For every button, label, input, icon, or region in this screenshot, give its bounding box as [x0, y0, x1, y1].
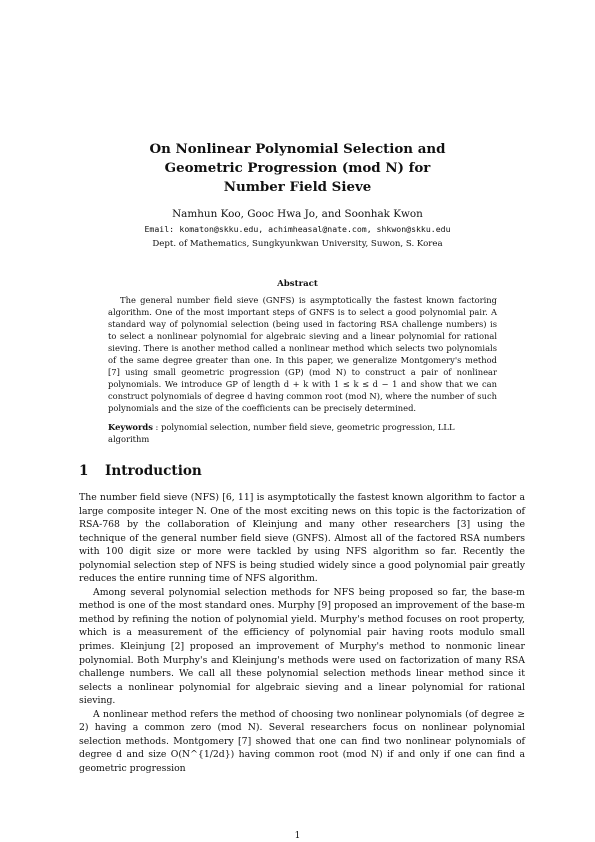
email-label: Email:: [144, 224, 175, 234]
page-number: 1: [294, 831, 301, 841]
author-list: Namhun Koo, Gooc Hwa Jo, and Soonhak Kwon: [172, 208, 423, 220]
abstract-text: The general number field sieve (GNFS) is asymptotically the fastest known factoring algorithm. One of the most important steps of GNFS is to select a good polynomial pair. A standard way of polynomial selection (being used in factoring RSA challenge numbers) is to select a nonlinear polynomial for algebraic sieving and a linear polynomial for rational sieving. There is another method called a nonlinear method which selects two polynomials of the same degree greater than one. In this paper, we generalize Montgomery's method [7] using small geometric progression (GP) (mod N) to construct a pair of nonlinear polynomials. We introduce GP of length d + k with 1 ≤ k ≤ d − 1 and show that we can construct polynomials of degree d having common root (mod N), where the number of such polynomials and the size of the coefficients can be precisely determined.: [108, 295, 497, 413]
paragraph: The number field sieve (NFS) [6, 11] is asymptotically the fastest known algorithm to factor a large composite integer N. One of the most exciting news on this topic is the factorization of RSA-768 by the collaboration of Kleinjung and many other researchers [3] using the technique of the general number field sieve (GNFS). Almost all of the factored RSA numbers with 100 digit size or more were tackled by using NFS algorithm so far. Recently the polynomial selection step of NFS is being studied widely since a good polynomial pair greatly reduces the entire running time of NFS algorithm.: [79, 492, 525, 585]
title-line-2: Geometric Progression (mod N) for: [164, 160, 431, 176]
section-title: Introduction: [105, 463, 202, 479]
abstract-body: [108, 295, 497, 415]
section-heading: [79, 463, 202, 479]
keywords-label: Keywords: [108, 422, 153, 432]
abstract-heading: Abstract: [277, 279, 318, 289]
paragraph: A nonlinear method refers the method of choosing two nonlinear polynomials (of degree ≥ 2) having a common zero (mod N). Several researchers focus on nonlinear polynomial selection methods. Montgomery [7] showed that one can find two nonlinear polynomials of degree d and size O(N^{1/2d}) having common root (mod N) if and only if one can find a geometric progression: [79, 708, 525, 774]
paper-title: [0, 140, 595, 197]
title-line-3: Number Field Sieve: [223, 179, 372, 195]
section-number: 1: [79, 463, 89, 479]
affiliation: Dept. of Mathematics, Sungkyunkwan University, Suwon, S. Korea: [152, 239, 443, 249]
keywords-text: : polynomial selection, number field sieve, geometric progression, LLL algorithm: [108, 422, 455, 444]
email-addresses: komaton@skku.edu, achimheasal@nate.com, shkwon@skku.edu: [179, 224, 451, 234]
paragraph: Among several polynomial selection methods for NFS being proposed so far, the base-m method is one of the most standard ones. Murphy [9] proposed an improvement of the base-m method by refining the notion of polynomial yield. Murphy's method focuses on root property, which is a measurement of the efficiency of polynomial pair having roots modulo small primes. Kleinjung [2] proposed an improvement of Murphy's method to nonmonic linear polynomial. Both Murphy's and Kleinjung's methods were used on factorization of many RSA challenge numbers. We call all these polynomial selection methods linear method since it selects a nonlinear polynomial for algebraic sieving and a linear polynomial for rational sieving.: [79, 586, 525, 707]
email-line: [0, 224, 595, 234]
keywords: [108, 422, 497, 446]
section-body: [79, 491, 525, 775]
title-line-1: On Nonlinear Polynomial Selection and: [149, 141, 446, 157]
